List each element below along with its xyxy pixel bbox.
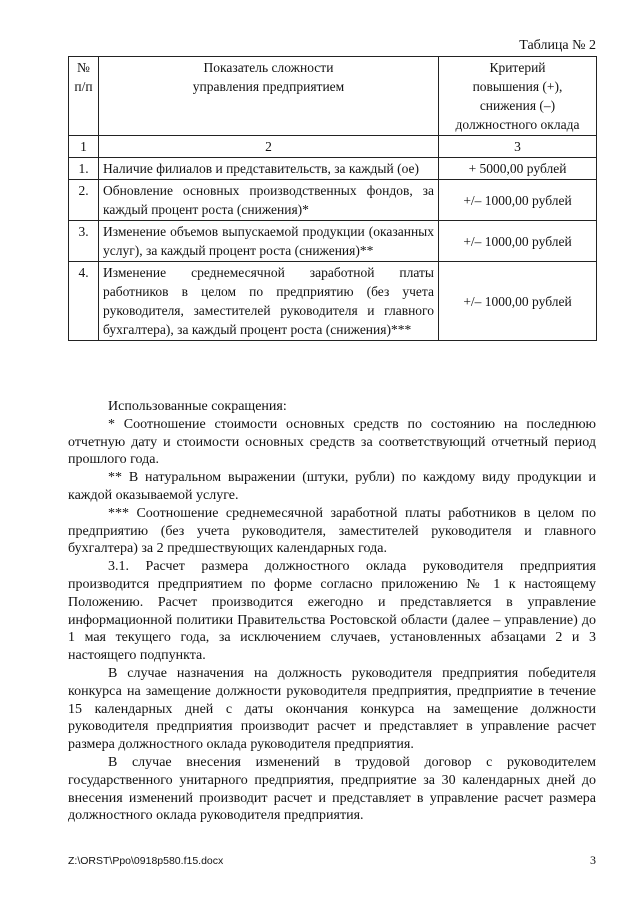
row-indicator: Обновление основных производственных фондов, за каждый процент роста (снижения)* <box>99 180 439 221</box>
row-number: 1. <box>69 158 99 180</box>
row-criterion: + 5000,00 рублей <box>439 158 597 180</box>
header-number: № п/п <box>69 57 99 136</box>
complexity-table <box>68 56 597 341</box>
footer-file-path: Z:\ORST\Ppo\0918p580.f15.docx <box>68 855 224 867</box>
abbrev-title: Использованные сокращения: <box>108 399 287 414</box>
paragraph-3-1: 3.1. Расчет размера должностного оклада руководителя предприятия производится предприятием по форме согласно приложению № 1 к настоящему Положению. Расчет производится ежегодно и представляется в управление информационной политики Правительства Ростовской области (далее – управление) до 1 мая текущего года, за исключением случаев, установленных абзацами 2 и 3 настоящего подпункта. <box>68 559 596 664</box>
body-text <box>68 398 596 825</box>
table-row <box>69 262 597 341</box>
footnote-3: *** Соотношение среднемесячной заработной платы работников в целом по предприятию (без учета руководителя, заместителей руководителя и главного бухгалтера) за 2 предшествующих календарных года. <box>68 505 596 557</box>
paragraph-3: В случае внесения изменений в трудовой договор с руководителем государственного унитарного предприятия, предприятие за 30 календарных дней до внесения изменений производит расчет и представляет в управление расчет размера должностного оклада руководителя предприятия. <box>68 754 596 824</box>
table-caption: Таблица № 2 <box>519 38 596 53</box>
row-number: 4. <box>69 262 99 341</box>
header-indicator: Показатель сложности управления предприятием <box>99 57 439 136</box>
row-criterion: +/– 1000,00 рублей <box>439 221 597 262</box>
table-row <box>69 221 597 262</box>
table-row <box>69 158 597 180</box>
table-row <box>69 180 597 221</box>
page-number: 3 <box>590 853 596 867</box>
table-header-row <box>69 57 597 136</box>
numbering-cell: 1 <box>69 136 99 158</box>
row-criterion: +/– 1000,00 рублей <box>439 262 597 341</box>
footnote-1: * Соотношение стоимости основных средств по состоянию на последнюю отчетную дату и стоимости основных средств за соответствующий отчетный период прошлого года. <box>68 416 596 468</box>
row-number: 3. <box>69 221 99 262</box>
row-criterion: +/– 1000,00 рублей <box>439 180 597 221</box>
numbering-cell: 2 <box>99 136 439 158</box>
header-criterion: Критерий повышения (+), снижения (–) должностного оклада <box>439 57 597 136</box>
row-number: 2. <box>69 180 99 221</box>
paragraph-2: В случае назначения на должность руководителя предприятия победителя конкурса на замещение должности руководителя предприятия, предприятие в течение 15 календарных дней с даты окончания конкурса на замещение должности руководителя предприятия производит расчет и представляет в управление расчет размера должностного оклада руководителя предприятия. <box>68 665 596 753</box>
row-indicator: Наличие филиалов и представительств, за каждый (ое) <box>99 158 439 180</box>
row-indicator: Изменение объемов выпускаемой продукции (оказанных услуг), за каждый процент роста (снижения)** <box>99 221 439 262</box>
numbering-cell: 3 <box>439 136 597 158</box>
footnote-2: ** В натуральном выражении (штуки, рубли) по каждому виду продукции и каждой оказываемой услуге. <box>68 470 596 503</box>
table-numbering-row <box>69 136 597 158</box>
row-indicator: Изменение среднемесячной заработной платы работников в целом по предприятию (без учета руководителя, заместителей руководителя и главного бухгалтера), за каждый процент роста (снижения)*** <box>99 262 439 341</box>
